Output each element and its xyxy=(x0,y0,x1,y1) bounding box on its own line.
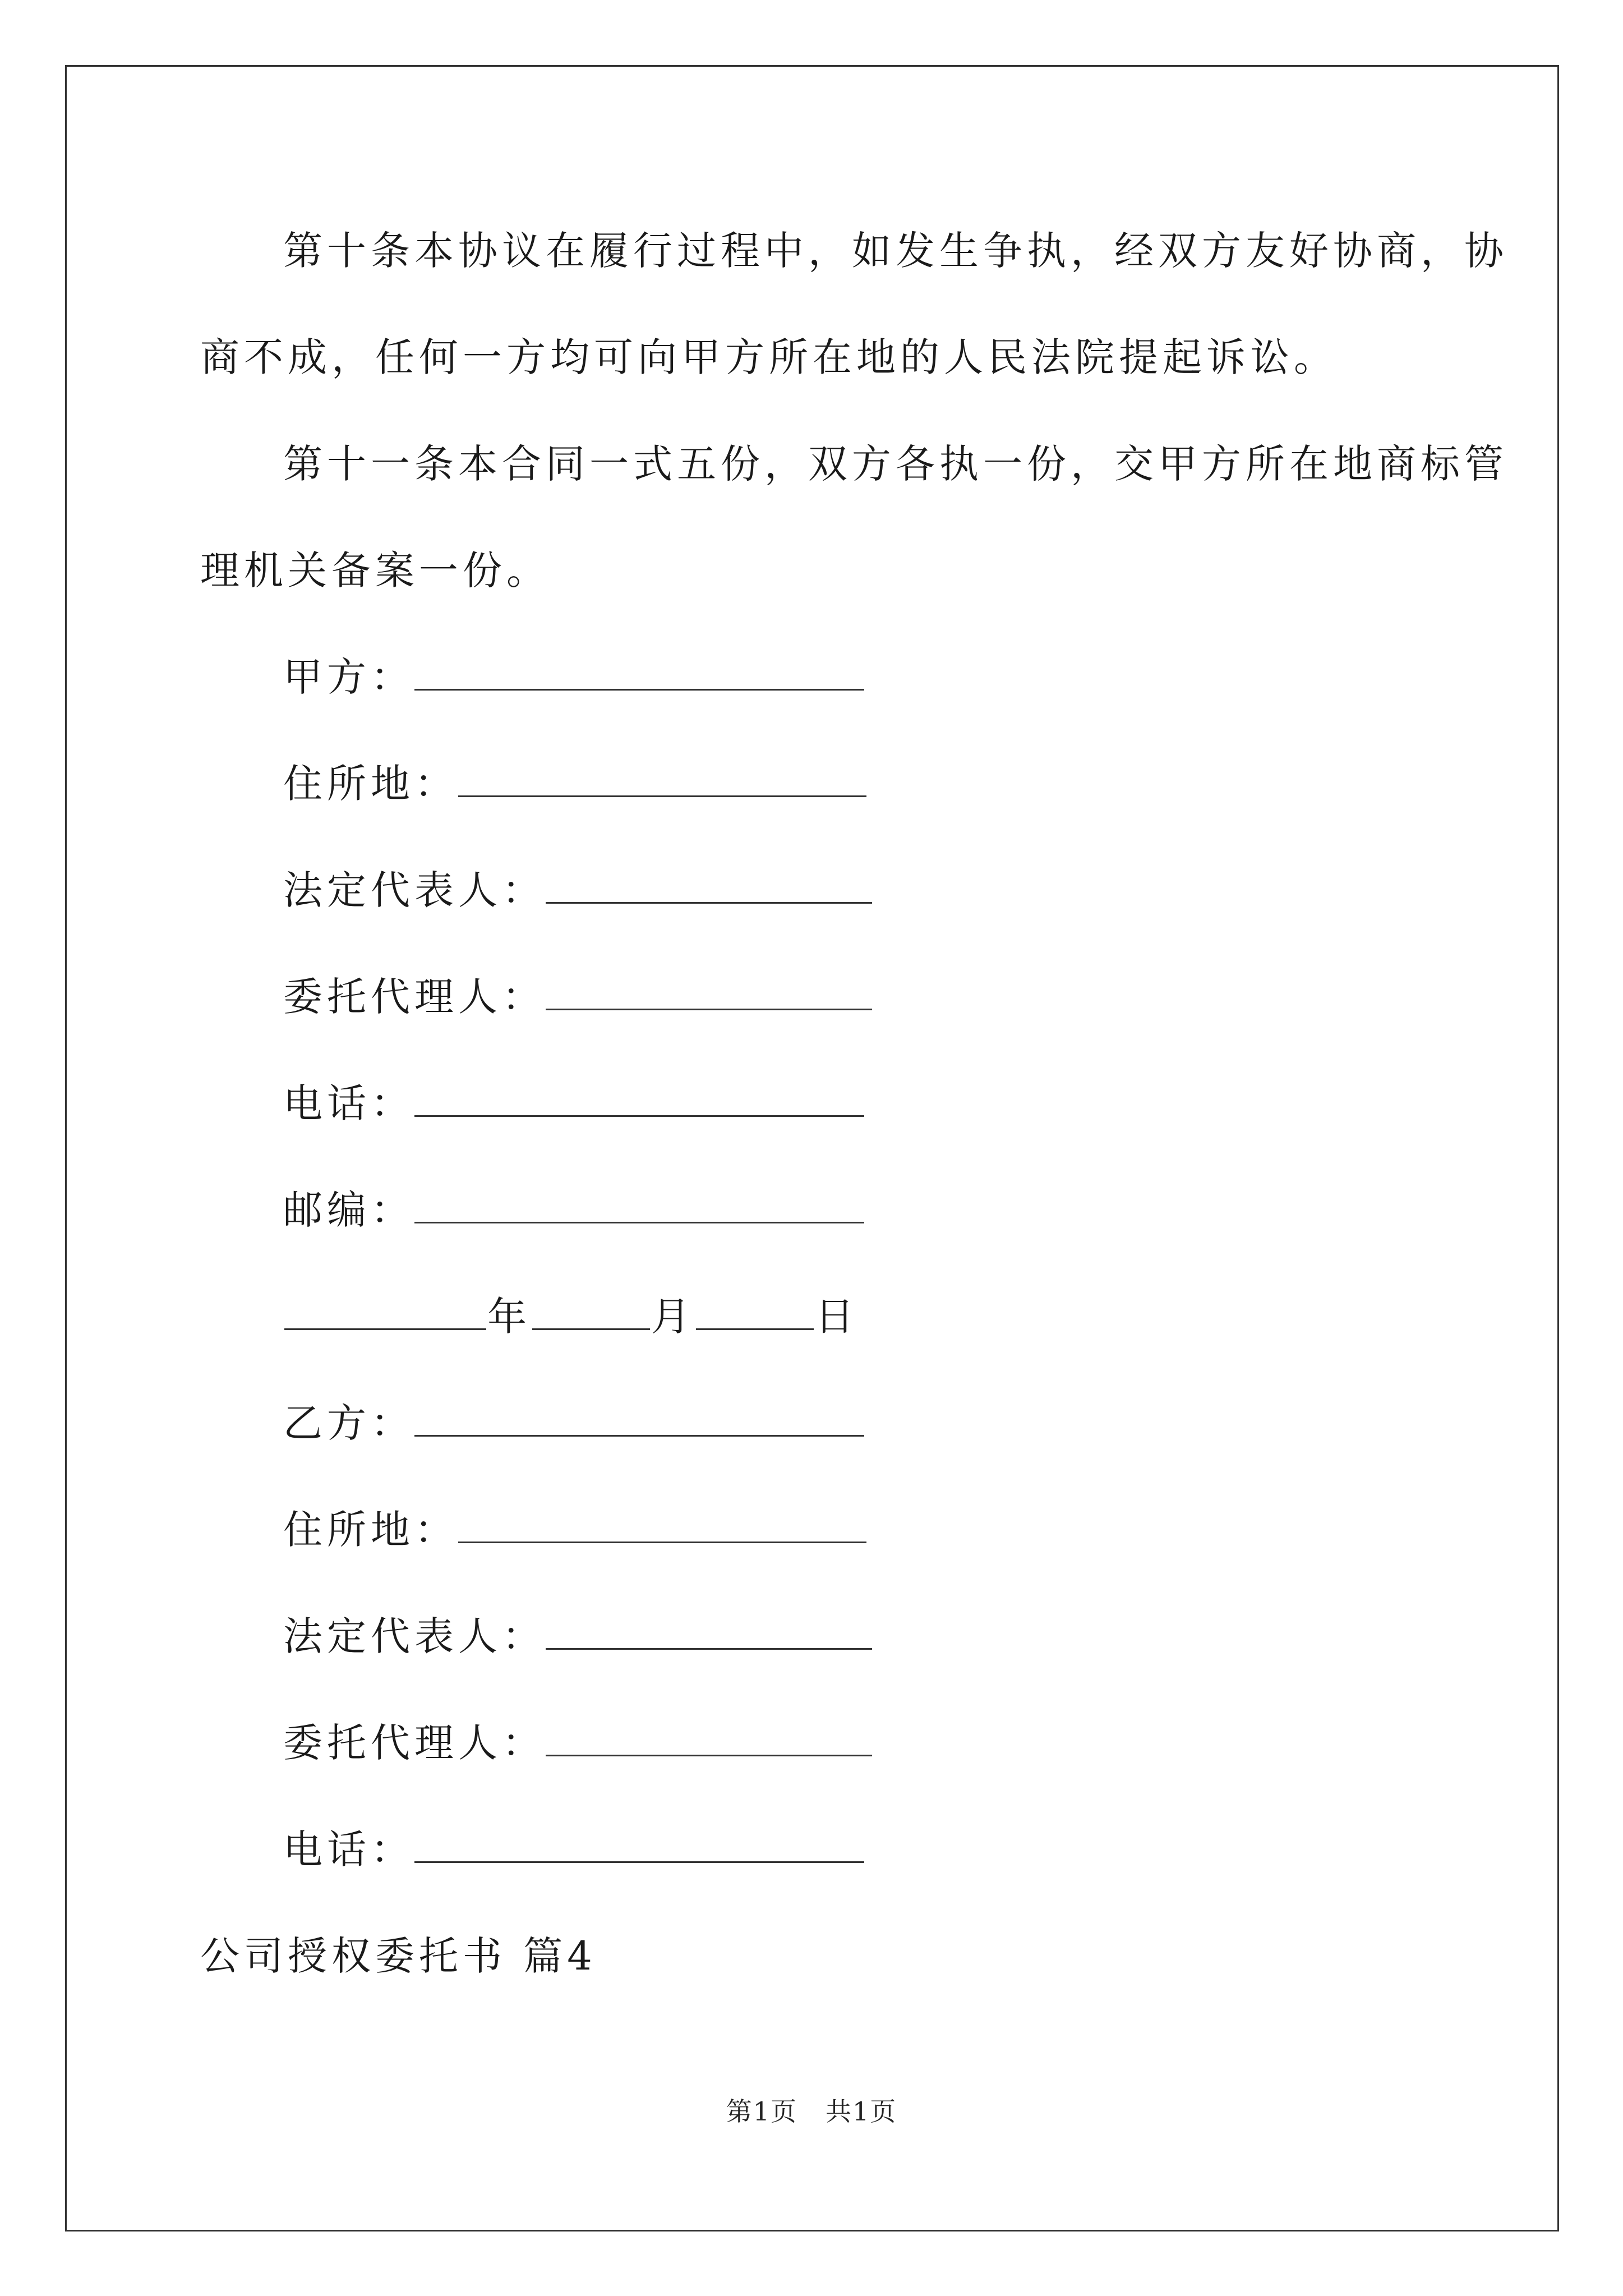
day-blank[interactable] xyxy=(696,1297,814,1330)
party-b-legal-rep-label: 法定代表人： xyxy=(283,1613,546,1659)
party-a-postcode-label: 邮编： xyxy=(283,1187,414,1233)
party-b-phone-label: 电话： xyxy=(283,1826,414,1872)
section-heading: 公司授权委托书 篇4 xyxy=(200,1933,597,1979)
party-b-address-label: 住所地： xyxy=(283,1507,458,1553)
party-a-agent-label: 委托代理人： xyxy=(283,974,546,1020)
party-a-agent-row xyxy=(283,974,872,1020)
party-a-name-blank[interactable] xyxy=(414,657,864,691)
party-b-address-row xyxy=(283,1507,866,1553)
party-b-legal-rep-blank[interactable] xyxy=(546,1617,872,1650)
party-a-address-blank[interactable] xyxy=(458,764,866,797)
date-row xyxy=(283,1294,859,1340)
party-b-name-blank[interactable] xyxy=(414,1404,864,1437)
party-b-agent-row xyxy=(283,1720,872,1766)
month-label: 月 xyxy=(651,1294,695,1340)
page-border xyxy=(65,65,1559,2231)
party-a-address-row xyxy=(283,761,866,807)
day-label: 日 xyxy=(815,1294,859,1340)
party-b-address-blank[interactable] xyxy=(458,1510,866,1543)
month-blank[interactable] xyxy=(532,1297,650,1330)
party-a-legal-rep-row xyxy=(283,867,872,913)
party-b-phone-row xyxy=(283,1826,864,1872)
party-b-agent-blank[interactable] xyxy=(546,1723,872,1756)
article-11-line-2: 理机关备案一份。 xyxy=(200,547,550,593)
article-10-line-1: 第十条本协议在履行过程中，如发生争执，经双方友好协商，协 xyxy=(283,228,1508,274)
party-a-phone-blank[interactable] xyxy=(414,1084,864,1117)
party-a-legal-rep-label: 法定代表人： xyxy=(283,867,546,913)
party-b-agent-label: 委托代理人： xyxy=(283,1720,546,1766)
party-a-phone-label: 电话： xyxy=(283,1080,414,1126)
article-11-line-1: 第十一条本合同一式五份，双方各执一份，交甲方所在地商标管 xyxy=(283,441,1508,487)
party-b-name-row xyxy=(283,1400,864,1446)
party-a-name-row xyxy=(283,654,864,700)
party-a-agent-blank[interactable] xyxy=(546,977,872,1010)
year-blank[interactable] xyxy=(284,1297,486,1330)
party-a-postcode-row xyxy=(283,1187,864,1233)
article-10-line-2: 商不成，任何一方均可向甲方所在地的人民法院提起诉讼。 xyxy=(200,334,1338,380)
party-a-address-label: 住所地： xyxy=(283,761,458,807)
page-number-current: 第1页 xyxy=(726,2096,797,2127)
year-label: 年 xyxy=(487,1294,531,1340)
page-footer xyxy=(0,2091,1623,2128)
party-b-name-label: 乙方： xyxy=(283,1400,414,1446)
party-b-legal-rep-row xyxy=(283,1613,872,1659)
party-a-postcode-blank[interactable] xyxy=(414,1190,864,1223)
party-a-phone-row xyxy=(283,1080,864,1126)
party-b-phone-blank[interactable] xyxy=(414,1830,864,1863)
party-a-legal-rep-blank[interactable] xyxy=(546,871,872,904)
page-number-total: 共1页 xyxy=(826,2096,897,2127)
party-a-name-label: 甲方： xyxy=(283,654,414,700)
